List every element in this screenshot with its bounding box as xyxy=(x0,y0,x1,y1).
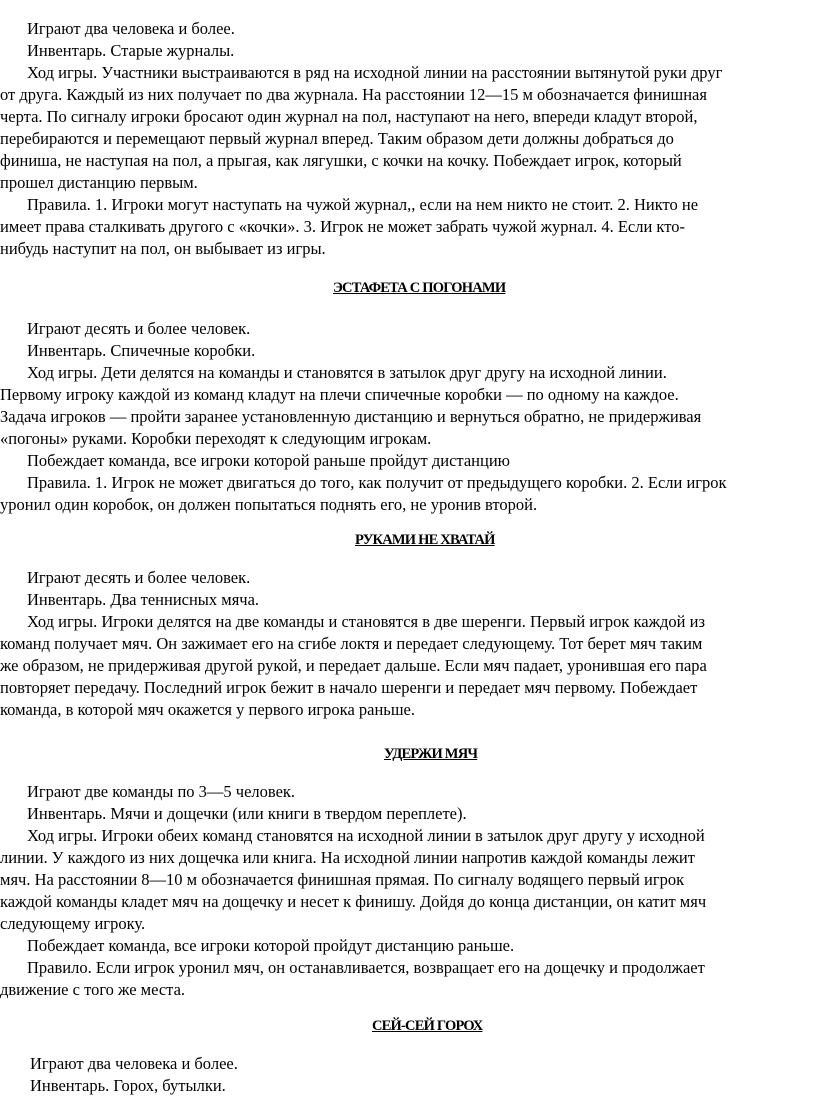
section-title: РУКАМИ НЕ ХВАТАЙ xyxy=(355,532,495,548)
course-line: перебираются и перемещают первый журнал вперед. Таким образом дети должны добраться до xyxy=(0,129,674,148)
course-line: Первому игроку каждой из команд кладут на плечи спичечные коробки — по одному на каждое. xyxy=(0,385,679,404)
rules-line: движение с того же места. xyxy=(0,980,186,999)
course-line: линии. У каждого из них дощечка или книга. На исходной линии напротив каждой команды лежит xyxy=(0,848,695,867)
course-line: повторяет передачу. Последний игрок бежит в начало шеренги и передает мяч первому. Побеждает xyxy=(0,678,698,697)
course-line: команд получает мяч. Он зажимает его на сгибе локтя и передает следующему. Тот берет мяч таким xyxy=(0,634,703,653)
course-line: следующему игроку. xyxy=(0,914,146,933)
course-line: каждой команды кладет мяч на дощечку и несет к финишу. Дойдя до конца дистанции, он катит мяч xyxy=(0,892,707,911)
course-line: Ход игры. Дети делятся на команды и становятся в затылок друг другу на исходной линии. xyxy=(27,363,667,382)
players-text: Играют два человека и более. xyxy=(30,1054,238,1073)
section-title: ЭСТАФЕТА С ПОГОНАМИ xyxy=(333,280,506,296)
inventory-text: Инвентарь. Мячи и дощечки (или книги в твердом переплете). xyxy=(27,804,467,823)
players-text: Играют две команды по 3—5 человек. xyxy=(27,782,296,801)
course-line: Задача игроков — пройти заранее установленную дистанцию и вернуться обратно, не придерживая xyxy=(0,407,702,426)
rules-line: уронил один коробок, он должен попытаться поднять его, не уронив второй. xyxy=(0,495,538,514)
section-title: УДЕРЖИ МЯЧ xyxy=(384,746,478,762)
players-text: Играют десять и более человек. xyxy=(27,568,251,587)
rules-line: Правила. 1. Игроки могут наступать на чужой журнал,, если на нем никто не стоит. 2. Никто не xyxy=(27,195,699,214)
inventory-text: Инвентарь. Спичечные коробки. xyxy=(27,341,256,360)
course-line: прошел дистанцию первым. xyxy=(0,173,198,192)
players-text: Играют два человека и более. xyxy=(27,19,235,38)
inventory-text: Инвентарь. Горох, бутылки. xyxy=(30,1076,226,1095)
course-line: Ход игры. Игроки обеих команд становятся на исходной линии в затылок друг другу у исходной xyxy=(27,826,705,845)
course-line: Ход игры. Участники выстраиваются в ряд на исходной линии на расстоянии вытянутой руки друг xyxy=(27,63,723,82)
winner-text: Побеждает команда, все игроки которой пройдут дистанцию раньше. xyxy=(27,936,515,955)
section-title: СЕЙ-СЕЙ ГОРОХ xyxy=(372,1018,483,1034)
course-line: мяч. На расстоянии 8—10 м обозначается финишная прямая. По сигналу водящего первый игрок xyxy=(0,870,685,889)
rules-line: имеет права сталкивать другого с «кочки». 3. Игрок не может забрать чужой журнал. 4. Если кто- xyxy=(0,217,685,236)
rules-line: Правила. 1. Игрок не может двигаться до того, как получит от предыдущего коробки. 2. Если игрок xyxy=(27,473,727,492)
inventory-text: Инвентарь. Старые журналы. xyxy=(27,41,235,60)
course-line: команда, в которой мяч окажется у первого игрока раньше. xyxy=(0,700,415,719)
winner-text: Побеждает команда, все игроки которой раньше пройдут дистанцию xyxy=(27,451,510,470)
course-line: Ход игры. Игроки делятся на две команды и становятся в две шеренги. Первый игрок каждой из xyxy=(27,612,705,631)
course-line: же образом, не придерживая другой рукой, и передает дальше. Если мяч падает, уронившая его пара xyxy=(0,656,707,675)
course-line: финиша, не наступая на пол, а прыгая, как лягушки, с кочки на кочку. Побеждает игрок, который xyxy=(0,151,682,170)
course-line: черта. По сигналу игроки бросают один журнал на пол, наступают на него, впереди кладут второй, xyxy=(0,107,698,126)
course-line: от друга. Каждый из них получает по два журнала. На расстоянии 12—15 м обозначается финишная xyxy=(0,85,707,104)
rules-line: Правило. Если игрок уронил мяч, он останавливается, возвращает его на дощечку и продолжает xyxy=(27,958,705,977)
rules-line: нибудь наступит на пол, он выбывает из игры. xyxy=(0,239,326,258)
course-line: «погоны» руками. Коробки переходят к следующим игрокам. xyxy=(0,429,432,448)
inventory-text: Инвентарь. Два теннисных мяча. xyxy=(27,590,260,609)
players-text: Играют десять и более человек. xyxy=(27,319,251,338)
